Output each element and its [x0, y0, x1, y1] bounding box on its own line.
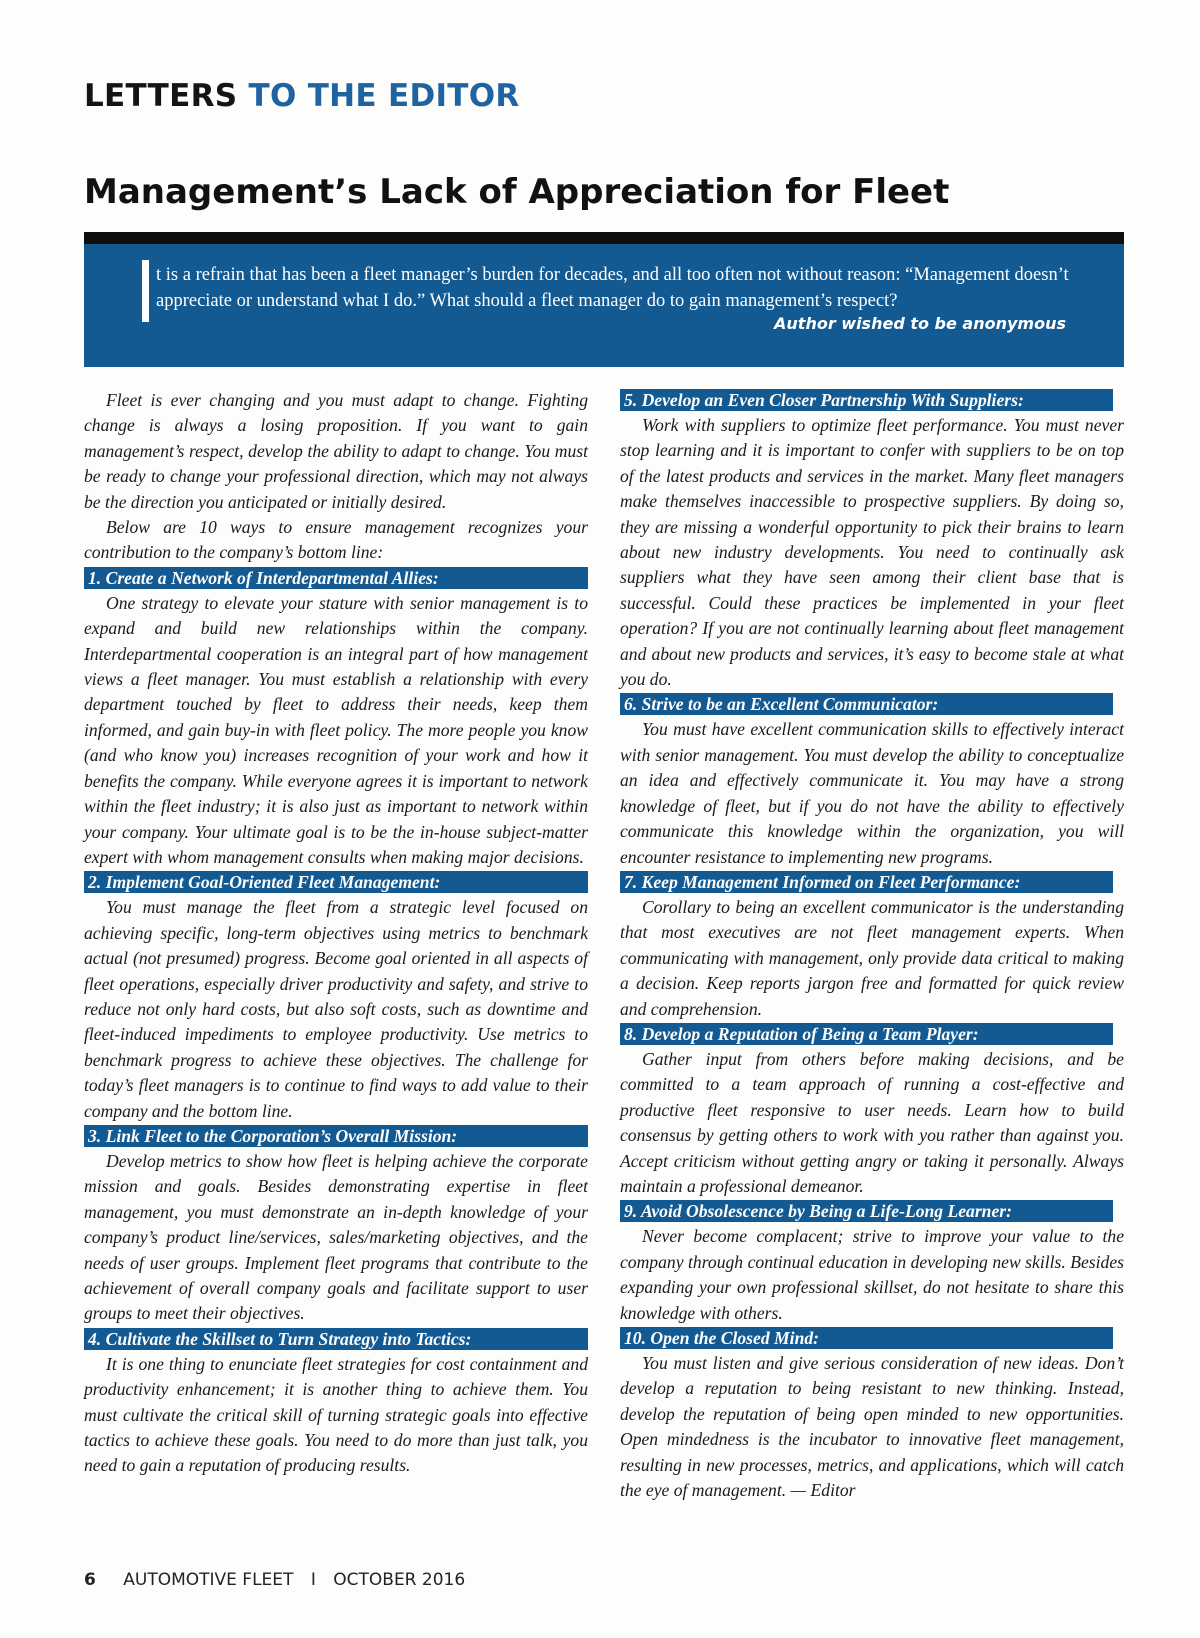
article-headline: Management’s Lack of Appreciation for Fleet — [84, 172, 950, 212]
section-label-part2: TO THE EDITOR — [248, 78, 520, 114]
subheading: 4. Cultivate the Skillset to Turn Strategy into Tactics: — [84, 1328, 588, 1350]
paragraph: Below are 10 ways to ensure management recognizes your contribution to the company’s bottom line: — [84, 517, 588, 563]
publication-name: AUTOMOTIVE FLEET — [123, 1570, 294, 1590]
drop-cap-i — [142, 260, 149, 322]
subheading: 5. Develop an Even Closer Partnership With Suppliers: — [620, 389, 1113, 411]
paragraph: It is one thing to enunciate fleet strategies for cost containment and productivity enhancement; it is another thing to achieve them. You must cultivate the critical skill of turning strategic goals into effective tactics to achieve these goals. You need to do more than just talk, you need to gain a reputation of producing results. — [84, 1353, 588, 1476]
subheading: 6. Strive to be an Excellent Communicator: — [620, 693, 1113, 715]
paragraph: Never become complacent; strive to improve your value to the company through continual education in developing new skills. Besides expanding your own professional skillset, do not hesitate to share this knowledge with others. — [620, 1226, 1124, 1323]
section-label — [84, 78, 520, 114]
section-label-part1: LETTERS — [84, 78, 238, 114]
subheading: 8. Develop a Reputation of Being a Team Player: — [620, 1023, 1113, 1045]
subheading: 9. Avoid Obsolescence by Being a Life-Long Learner: — [620, 1200, 1113, 1222]
headline-rule — [84, 232, 1124, 244]
paragraph: Corollary to being an excellent communicator is the understanding that most executives are not fleet management experts. When communicating with management, only provide data critical to making a decision. Keep reports jargon free and formatted for quick review and comprehension. — [620, 896, 1124, 1019]
page-number: 6 — [84, 1570, 96, 1590]
paragraph: Gather input from others before making decisions, and be committed to a team approach of running a cost-effective and productive fleet responsive to user needs. Learn how to build consensus by getting others to work with you rather than against you. Accept criticism without getting angry or taking it personally. Always maintain a professional demeanor. — [620, 1048, 1124, 1196]
subheading: 1. Create a Network of Interdepartmental Allies: — [84, 567, 588, 589]
paragraph: Fleet is ever changing and you must adapt to change. Fighting change is always a losing proposition. If you want to gain management’s respect, develop the ability to adapt to change. You must be ready to change your professional direction, which may not always be the direction you anticipated or initially desired. — [84, 390, 588, 512]
intro-box — [84, 244, 1124, 367]
paragraph: You must listen and give serious consideration of new ideas. Don’t develop a reputation to being resistant to new thinking. Instead, develop the reputation of being open minded to new opportunities. Open mindedness is the incubator to innovative fleet management, resulting in new processes, metrics, and applications, which will catch the eye of management. — Editor — [620, 1353, 1124, 1501]
intro-text: t is a refrain that has been a fleet manager’s burden for decades, and all too often not without reason: “Management doesn’t appreciate or understand what I do.” What should a fleet manager do to gain management’s respect? — [156, 265, 1069, 311]
subheading: 3. Link Fleet to the Corporation’s Overall Mission: — [84, 1125, 588, 1147]
subheading: 2. Implement Goal-Oriented Fleet Management: — [84, 871, 588, 893]
right-column — [620, 388, 1124, 1503]
paragraph: You must manage the fleet from a strategic level focused on achieving specific, long-term objectives using metrics to benchmark actual (not presumed) progress. Become goal oriented in all aspects of fleet operations, especially driver productivity and safety, and strive to reduce not only hard costs, but also soft costs, such as downtime and fleet-induced impediments to employee productivity. Use metrics to benchmark progress to achieve these objectives. The challenge for today’s fleet managers is to continue to find ways to add value to their company and the bottom line. — [84, 897, 588, 1121]
paragraph: You must have excellent communication skills to effectively interact with senior management. You must develop the ability to conceptualize an idea and effectively communicate it. You may have a strong knowledge of fleet, but if you do not have the ability to effectively communicate this knowledge within the organization, you will encounter resistance to implementing new programs. — [620, 719, 1124, 867]
intro-author: Author wished to be anonymous — [774, 314, 1066, 333]
left-column — [84, 388, 588, 1479]
page-footer — [84, 1570, 465, 1590]
footer-separator: I — [310, 1570, 316, 1590]
issue-date: OCTOBER 2016 — [333, 1570, 466, 1590]
subheading: 10. Open the Closed Mind: — [620, 1327, 1113, 1349]
paragraph: Work with suppliers to optimize fleet performance. You must never stop learning and it is important to confer with suppliers to be on top of the latest products and services in the market. Many fleet managers make themselves inaccessible to prospective suppliers. By doing so, they are missing a wonderful opportunity to pick their brains to learn about new industry developments. You need to continually ask suppliers what they have seen among their client base that is successful. Could these practices be implemented in your fleet operation? If you are not continually learning about fleet management and about new products and services, it’s easy to become stale at what you do. — [620, 415, 1124, 690]
paragraph: One strategy to elevate your stature with senior management is to expand and build new relationships within the company. Interdepartmental cooperation is an integral part of how management views a fleet manager. You must establish a relationship with every department touched by fleet to address their needs, keep them informed, and gain buy-in with fleet policy. The more people you know (and who know you) increases recognition of your work and how it benefits the company. While everyone agrees it is important to network within the fleet industry; it is also just as important to network within your company. Your ultimate goal is to be the in-house subject-matter expert with whom management consults when making major decisions. — [84, 592, 588, 867]
paragraph: Develop metrics to show how fleet is helping achieve the corporate mission and goals. Besides demonstrating expertise in fleet management, you must demonstrate an in-depth knowledge of your company’s product line/services, sales/marketing objectives, and the needs of user groups. Implement fleet programs that contribute to the achievement of overall company goals and facilitate support to user groups to meet their objectives. — [84, 1150, 588, 1324]
subheading: 7. Keep Management Informed on Fleet Performance: — [620, 871, 1113, 893]
